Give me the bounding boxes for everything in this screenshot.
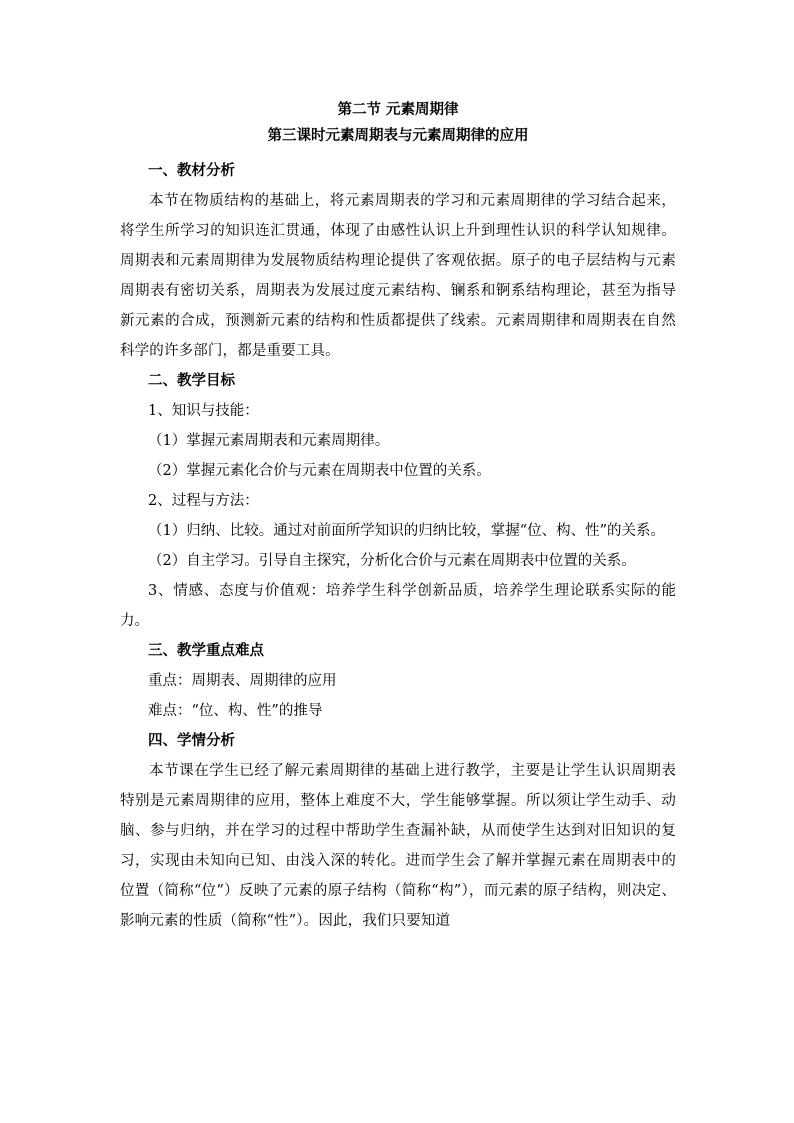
emotion-attitude-values: 3、情感、态度与价值观：培养学生科学创新品质，培养学生理论联系实际的能力。 (120, 583, 676, 629)
document-title: 第二节 元素周期律 (337, 101, 459, 118)
section-heading-textbook-analysis: 一、教材分析 (148, 162, 235, 179)
document-subtitle: 第三课时元素周期表与元素周期律的应用 (267, 127, 529, 144)
section-heading-key-difficult-points: 三、教学重点难点 (148, 642, 264, 659)
knowledge-item-2: （2）掌握元素化合价与元素在周期表中位置的关系。 (148, 463, 491, 479)
learner-analysis-paragraph: 本节课在学生已经了解元素周期律的基础上进行教学，主要是让学生认识周期表特别是元素周期律的应用，整体上难度不大，学生能够掌握。所以须让学生动手、动脑、参与归纳，并在学习的过程中帮助学生查漏补缺，从而使学生达到对旧知识的复习，实现由未知向已知、由浅入深的转化。进而学生会了解并掌握元素在周期表中的位置（简称“位”）反映了元素的原子结构（简称“构”），而元素的原子结构，则决定、影响元素的性质（简称“性”）。因此，我们只要知道 (120, 763, 676, 929)
section-heading-teaching-goals: 二、教学目标 (148, 372, 235, 389)
document-page (120, 96, 676, 936)
process-item-2: （2）自主学习。引导自主探究，分析化合价与元素在周期表中位置的关系。 (148, 553, 636, 569)
knowledge-item-1: （1）掌握元素周期表和元素周期律。 (148, 433, 390, 449)
knowledge-skills-label: 1、知识与技能： (148, 403, 259, 419)
section-heading-learner-analysis: 四、学情分析 (148, 732, 235, 749)
difficult-point: 难点：“位、构、性”的推导 (148, 703, 323, 719)
textbook-analysis-paragraph: 本节在物质结构的基础上，将元素周期表的学习和元素周期律的学习结合起来，将学生所学习的知识连汇贯通，体现了由感性认识上升到理性认识的科学认知规律。周期表和元素周期律为发展物质结构理论提供了客观依据。原子的电子层结构与元素周期表有密切关系，周期表为发展过度元素结构、镧系和锕系结构理论，甚至为指导新元素的合成，预测新元素的结构和性质都提供了线索。元素周期律和周期表在自然科学的许多部门，都是重要工具。 (120, 193, 676, 359)
process-method-label: 2、过程与方法： (148, 493, 259, 509)
key-point: 重点：周期表、周期律的应用 (148, 673, 337, 689)
process-item-1: （1）归纳、比较。通过对前面所学知识的归纳比较，掌握“位、构、性”的关系。 (148, 523, 666, 539)
